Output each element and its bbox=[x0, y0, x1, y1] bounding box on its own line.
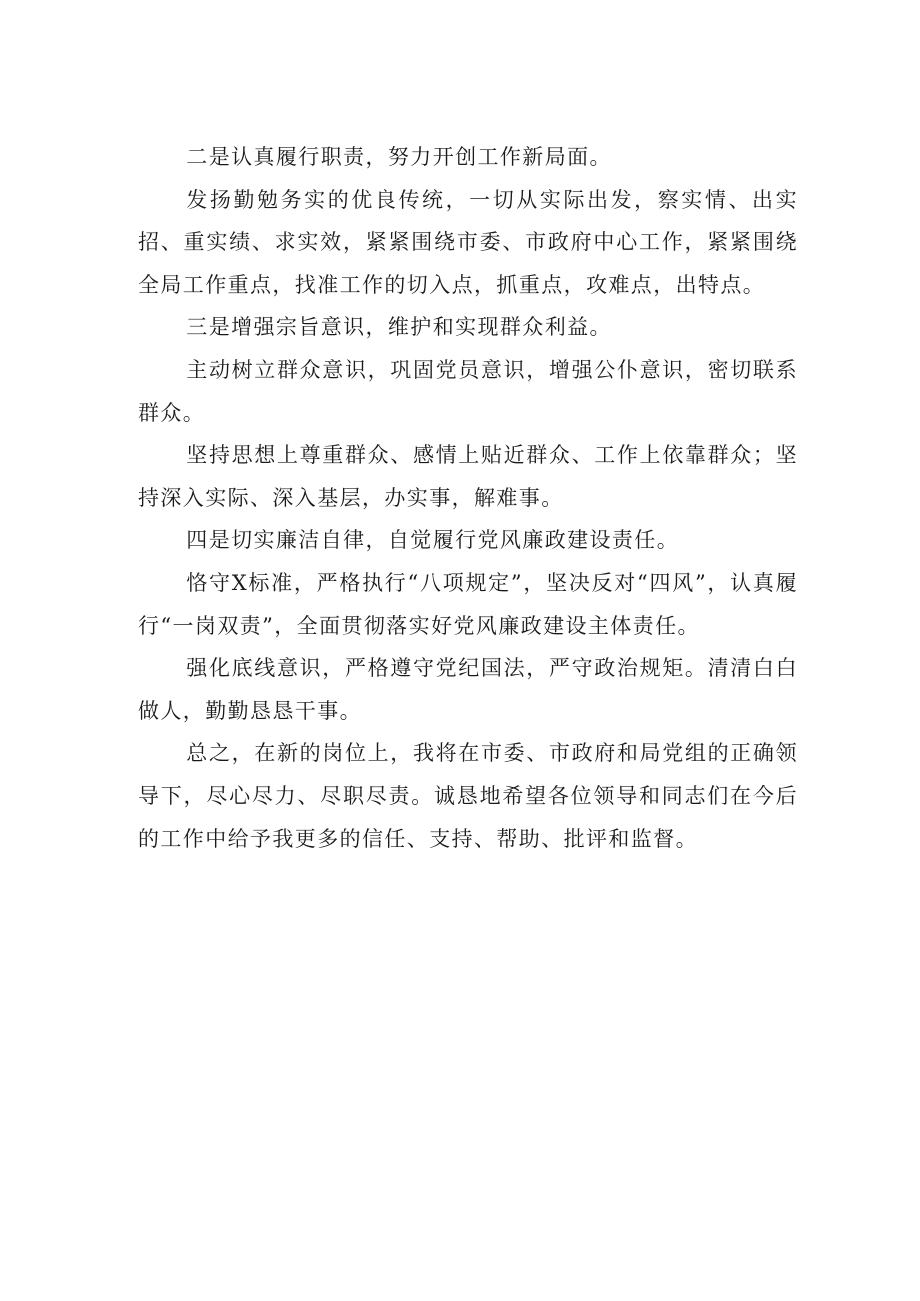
paragraph-body: 强化底线意识，严格遵守党纪国法，严守政治规矩。清清白白做人，勤勤恳恳干事。 bbox=[138, 656, 798, 723]
paragraph-heading-3: 三是增强宗旨意识，维护和实现群众利益。 bbox=[186, 315, 612, 340]
paragraph-conclusion: 总之，在新的岗位上，我将在市委、市政府和局党组的正确领导下，尽心尽力、尽职尽责。诚恳地希望各位领导和同志们在今后的工作中给予我更多的信任、支持、帮助、批评和监督。 bbox=[138, 741, 798, 851]
document-body bbox=[138, 136, 798, 860]
paragraph-body: 发扬勤勉务实的优良传统，一切从实际出发，察实情、出实招、重实绩、求实效，紧紧围绕市委、市政府中心工作，紧紧围绕全局工作重点，找准工作的切入点，抓重点，攻难点，出特点。 bbox=[138, 187, 798, 297]
paragraph-heading-2: 二是认真履行职责，努力开创工作新局面。 bbox=[186, 145, 612, 169]
paragraph-body: 坚持思想上尊重群众、感情上贴近群众、工作上依靠群众；坚持深入实际、深入基层，办实事，解难事。 bbox=[138, 443, 798, 510]
paragraph-heading-4: 四是切实廉洁自律，自觉履行党风廉政建设责任。 bbox=[186, 528, 680, 553]
paragraph-body: 主动树立群众意识，巩固党员意识，增强公仆意识，密切联系群众。 bbox=[138, 357, 798, 425]
paragraph-body: 恪守X标准，严格执行“八项规定”，坚决反对“四风”，认真履行“一岗双责”，全面贯彻落实好党风廉政建设主体责任。 bbox=[138, 570, 798, 638]
